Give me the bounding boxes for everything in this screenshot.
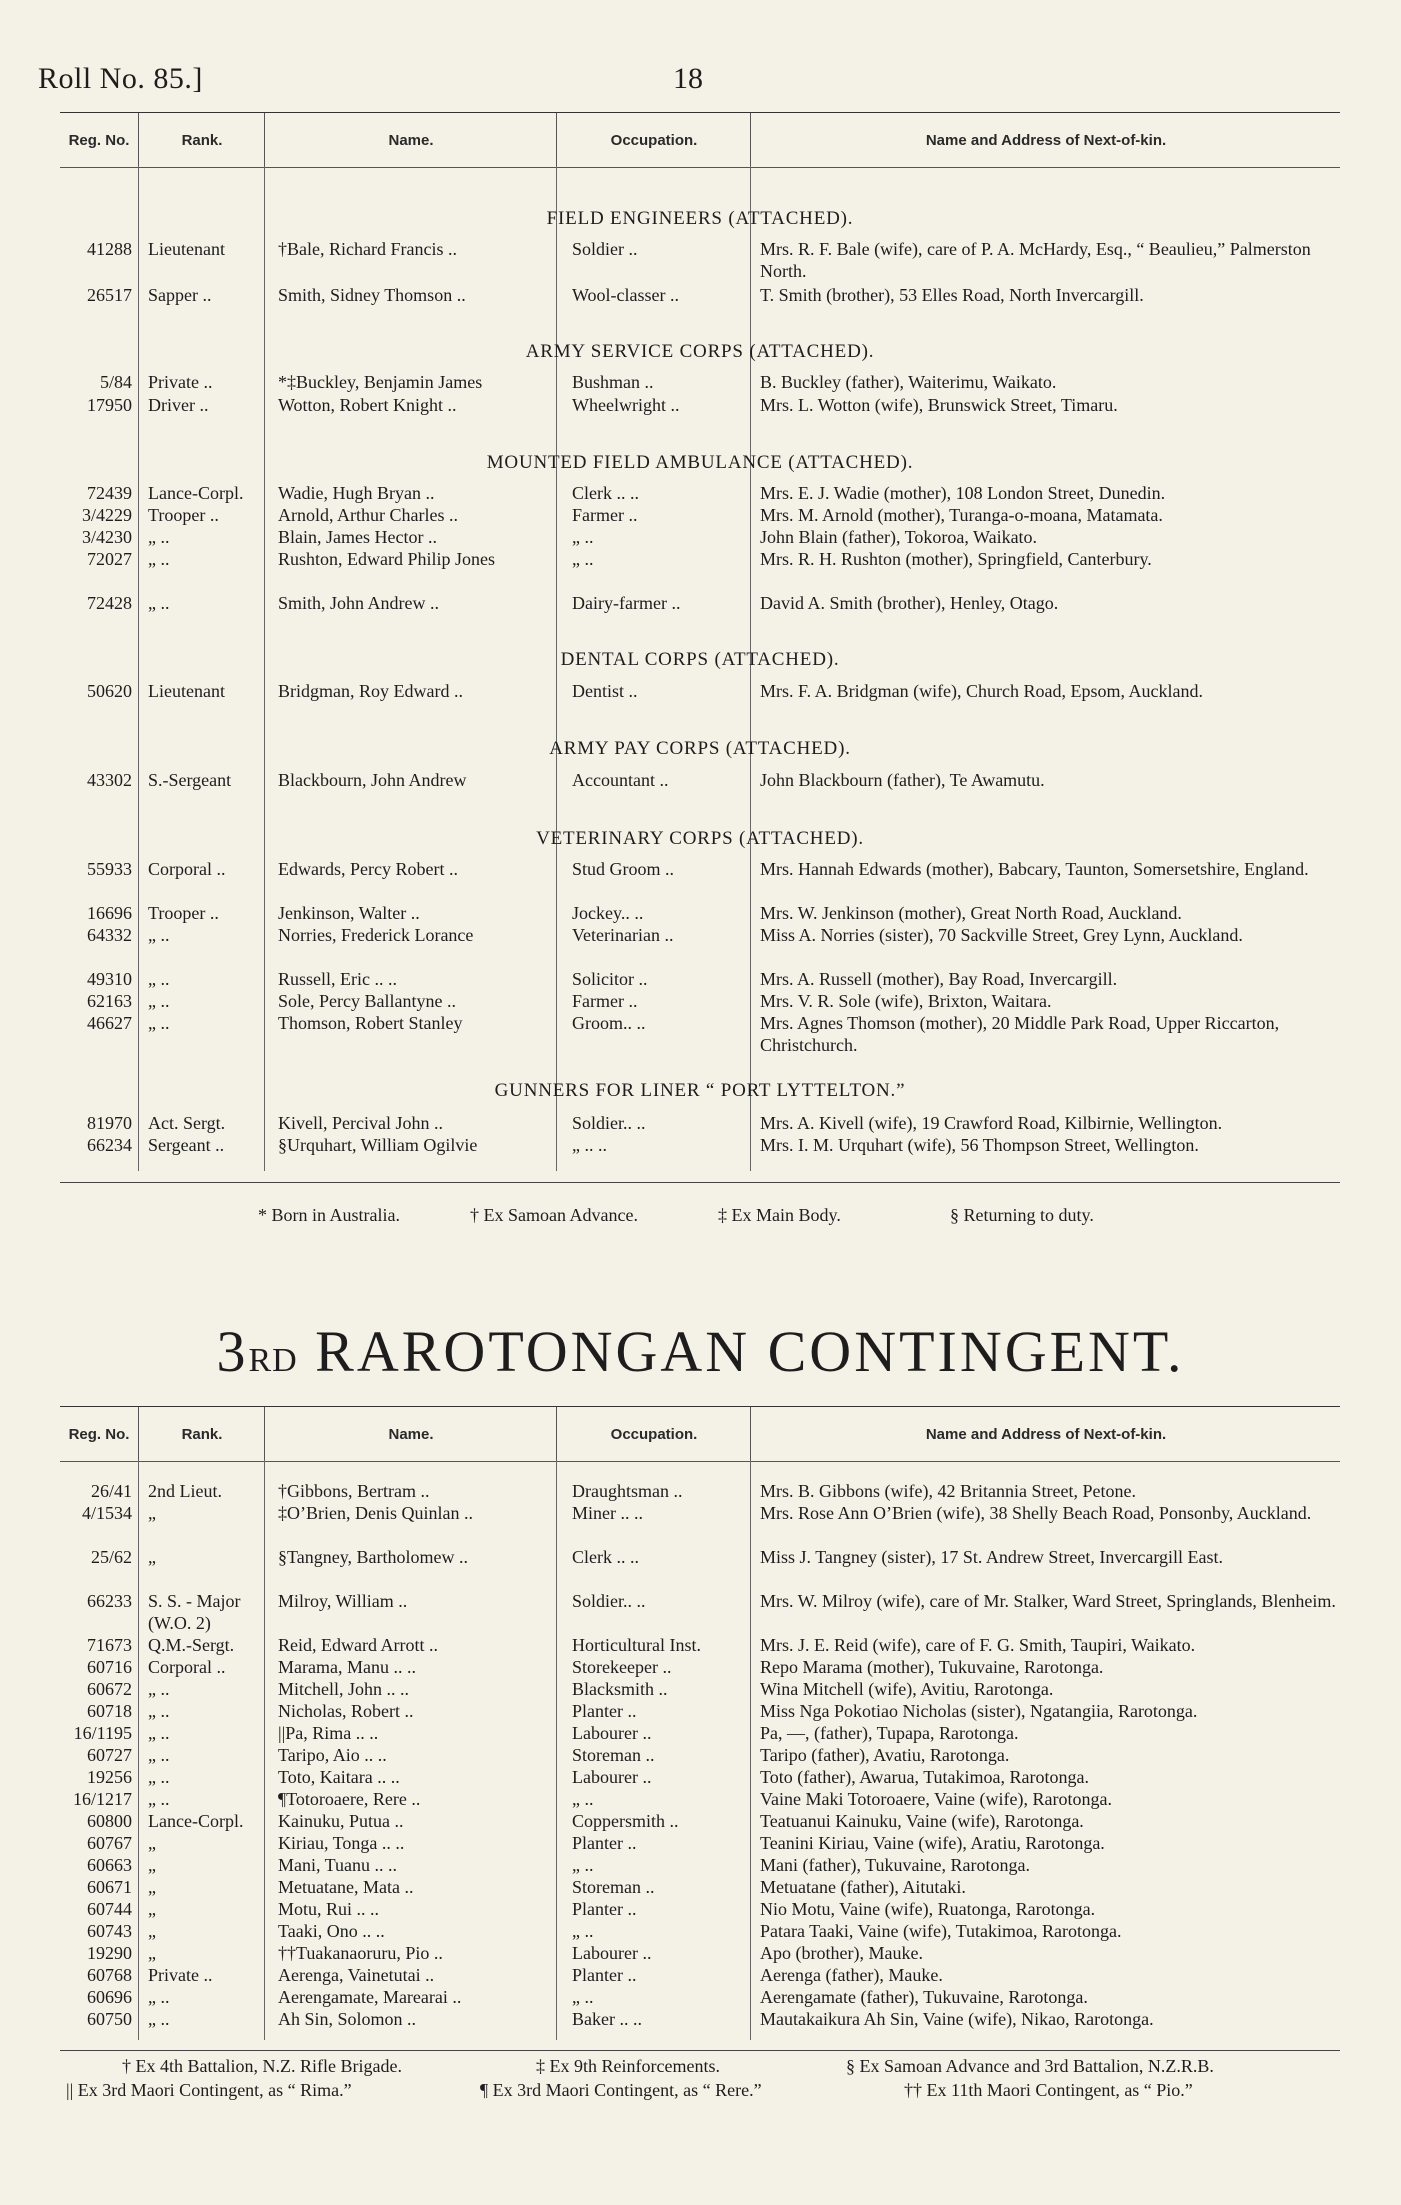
rank: „ .. xyxy=(148,1745,170,1765)
occupation: „ .. xyxy=(572,1789,594,1809)
footnote-rule xyxy=(60,1182,1340,1183)
reg-no: 60671 xyxy=(87,1877,132,1897)
reg-no: 16696 xyxy=(87,903,132,923)
occupation: Farmer .. xyxy=(572,991,638,1011)
next-of-kin: Mrs. L. Wotton (wife), Brunswick Street, Timaru. xyxy=(760,395,1118,415)
name: Aerenga, Vainetutai .. xyxy=(278,1965,435,1985)
occupation: Planter .. xyxy=(572,1899,637,1919)
next-of-kin: Miss Nga Pokotiao Nicholas (sister), Ngatangiia, Rarotonga. xyxy=(760,1701,1198,1721)
name: Wadie, Hugh Bryan .. xyxy=(278,483,435,503)
name: Toto, Kaitara .. .. xyxy=(278,1767,400,1787)
next-of-kin: Mani (father), Tukuvaine, Rarotonga. xyxy=(760,1855,1030,1875)
reg-no: 66234 xyxy=(87,1135,132,1155)
next-of-kin: Nio Motu, Vaine (wife), Ruatonga, Rarotonga. xyxy=(760,1899,1096,1919)
rank: Corporal .. xyxy=(148,859,226,879)
next-of-kin: Aerenga (father), Mauke. xyxy=(760,1965,943,1985)
footnote: § Ex Samoan Advance and 3rd Battalion, N.Z.R.B. xyxy=(846,2056,1214,2076)
occupation: Accountant .. xyxy=(572,770,669,790)
footnote: * Born in Australia. xyxy=(258,1205,400,1225)
occupation: Blacksmith .. xyxy=(572,1679,668,1699)
footnote: † Ex 4th Battalion, N.Z. Rifle Brigade. xyxy=(122,2056,402,2076)
occupation: „ .. .. xyxy=(572,1135,607,1155)
column-rule xyxy=(138,1460,139,2040)
name: Mani, Tuanu .. .. xyxy=(278,1855,398,1875)
footnote: † Ex Samoan Advance. xyxy=(470,1205,638,1225)
occupation: Jockey.. .. xyxy=(572,903,644,923)
rank: „ xyxy=(148,1547,156,1567)
reg-no: 72428 xyxy=(87,593,132,613)
rank: „ xyxy=(148,1855,156,1875)
contingent-title xyxy=(0,1318,1401,1385)
occupation: Storeman .. xyxy=(572,1877,655,1897)
col-occupation: Occupation. xyxy=(556,113,751,167)
occupation: „ .. xyxy=(572,1921,594,1941)
name: Mitchell, John .. .. xyxy=(278,1679,409,1699)
occupation: Horticultural Inst. xyxy=(572,1635,701,1655)
occupation: Baker .. .. xyxy=(572,2009,642,2029)
occupation: Draughtsman .. xyxy=(572,1481,683,1501)
occupation: Wheelwright .. xyxy=(572,395,680,415)
occupation: Labourer .. xyxy=(572,1767,652,1787)
occupation: Stud Groom .. xyxy=(572,859,675,879)
col-rank: Rank. xyxy=(138,1407,265,1461)
rank: Driver .. xyxy=(148,395,209,415)
reg-no: 3/4229 xyxy=(81,505,132,525)
rank: S. S. - Major (W.O. 2) xyxy=(148,1591,241,1633)
rank: „ .. xyxy=(148,1679,170,1699)
rank: „ xyxy=(148,1899,156,1919)
name: Marama, Manu .. .. xyxy=(278,1657,416,1677)
column-header xyxy=(60,112,1340,168)
reg-no: 26/41 xyxy=(90,1481,132,1501)
roll-body xyxy=(60,166,1340,1171)
next-of-kin: Teanini Kiriau, Vaine (wife), Aratiu, Rarotonga. xyxy=(760,1833,1105,1853)
rank: 2nd Lieut. xyxy=(148,1481,222,1501)
reg-no: 19290 xyxy=(87,1943,132,1963)
occupation: „ .. xyxy=(572,527,594,547)
name: Nicholas, Robert .. xyxy=(278,1701,414,1721)
occupation: Clerk .. .. xyxy=(572,483,639,503)
next-of-kin: Repo Marama (mother), Tukuvaine, Rarotonga. xyxy=(760,1657,1104,1677)
reg-no: 43302 xyxy=(87,770,132,790)
rank: Lieutenant xyxy=(148,681,225,701)
rank: Act. Sergt. xyxy=(148,1113,226,1133)
rank: „ .. xyxy=(148,1013,170,1033)
footnote: ¶ Ex 3rd Maori Contingent, as “ Rere.” xyxy=(480,2080,762,2100)
rank: Private .. xyxy=(148,372,213,392)
reg-no: 62163 xyxy=(87,991,132,1011)
reg-no: 60663 xyxy=(87,1855,132,1875)
name: Bridgman, Roy Edward .. xyxy=(278,681,463,701)
next-of-kin: Mrs. W. Jenkinson (mother), Great North Road, Auckland. xyxy=(760,903,1182,923)
name: Taripo, Aio .. .. xyxy=(278,1745,387,1765)
reg-no: 41288 xyxy=(87,239,132,259)
next-of-kin: Patara Taaki, Vaine (wife), Tutakimoa, Rarotonga. xyxy=(760,1921,1122,1941)
occupation: Planter .. xyxy=(572,1701,637,1721)
rank: „ .. xyxy=(148,2009,170,2029)
footnote: †† Ex 11th Maori Contingent, as “ Pio.” xyxy=(904,2080,1193,2100)
rank: Corporal .. xyxy=(148,1657,226,1677)
section-title: GUNNERS FOR LINER “ PORT LYTTELTON.” xyxy=(494,1080,906,1101)
occupation: Storeman .. xyxy=(572,1745,655,1765)
occupation: Dairy-farmer .. xyxy=(572,593,681,613)
next-of-kin: Mautakaikura Ah Sin, Vaine (wife), Nikao, Rarotonga. xyxy=(760,2009,1154,2029)
name: †Bale, Richard Francis .. xyxy=(278,239,457,259)
col-occupation: Occupation. xyxy=(556,1407,751,1461)
next-of-kin: Taripo (father), Avatiu, Rarotonga. xyxy=(760,1745,1010,1765)
title-ordinal: 3 xyxy=(216,1319,249,1384)
occupation: Planter .. xyxy=(572,1965,637,1985)
reg-no: 81970 xyxy=(87,1113,132,1133)
rank: „ xyxy=(148,1921,156,1941)
next-of-kin: Mrs. F. A. Bridgman (wife), Church Road, Epsom, Auckland. xyxy=(760,681,1204,701)
reg-no: 60718 xyxy=(87,1701,132,1721)
occupation: „ .. xyxy=(572,1855,594,1875)
footnote-rule xyxy=(60,2050,1340,2051)
reg-no: 64332 xyxy=(87,925,132,945)
rank: Sapper .. xyxy=(148,285,212,305)
occupation: Miner .. .. xyxy=(572,1503,643,1523)
reg-no: 5/84 xyxy=(99,372,132,392)
reg-no: 60767 xyxy=(87,1833,132,1853)
next-of-kin: John Blain (father), Tokoroa, Waikato. xyxy=(760,527,1038,547)
name: ††Tuakanaoruru, Pio .. xyxy=(278,1943,443,1963)
section-title: VETERINARY CORPS (ATTACHED). xyxy=(536,828,864,849)
page-number: 18 xyxy=(673,62,703,95)
next-of-kin: Vaine Maki Totoroaere, Vaine (wife), Rarotonga. xyxy=(760,1789,1112,1809)
name: Ah Sin, Solomon .. xyxy=(278,2009,417,2029)
reg-no: 50620 xyxy=(87,681,132,701)
rank: „ .. xyxy=(148,1789,170,1809)
next-of-kin: Mrs. R. H. Rushton (mother), Springfield, Canterbury. xyxy=(760,549,1152,569)
roll-number: Roll No. 85.] xyxy=(38,62,203,95)
reg-no: 16/1195 xyxy=(73,1723,132,1743)
rank: „ xyxy=(148,1503,156,1523)
occupation: Labourer .. xyxy=(572,1943,652,1963)
name: Russell, Eric .. .. xyxy=(278,969,397,989)
name: §Urquhart, William Ogilvie xyxy=(278,1135,478,1155)
next-of-kin: Mrs. J. E. Reid (wife), care of F. G. Smith, Taupiri, Waikato. xyxy=(760,1635,1196,1655)
col-reg: Reg. No. xyxy=(68,1425,130,1443)
rank: „ .. xyxy=(148,527,170,547)
name: Kiriau, Tonga .. .. xyxy=(278,1833,405,1853)
next-of-kin: David A. Smith (brother), Henley, Otago. xyxy=(760,593,1059,613)
section-title: FIELD ENGINEERS (ATTACHED). xyxy=(546,208,854,229)
col-kin: Name and Address of Next-of-kin. xyxy=(750,113,1341,167)
name: ¶Totoroaere, Rere .. xyxy=(278,1789,421,1809)
rank: „ .. xyxy=(148,925,170,945)
column-header xyxy=(60,1406,1340,1462)
next-of-kin: Mrs. Agnes Thomson (mother), 20 Middle Park Road, Upper Riccarton, Christchurch. xyxy=(760,1013,1280,1055)
rank: „ xyxy=(148,1833,156,1853)
column-rule xyxy=(264,1460,265,2040)
col-rank: Rank. xyxy=(138,113,265,167)
name: *‡Buckley, Benjamin James xyxy=(278,372,483,392)
occupation: Labourer .. xyxy=(572,1723,652,1743)
rank: „ .. xyxy=(148,969,170,989)
name: Sole, Percy Ballantyne .. xyxy=(278,991,456,1011)
next-of-kin: Mrs. W. Milroy (wife), care of Mr. Stalker, Ward Street, Springlands, Blenheim. xyxy=(760,1591,1336,1611)
name: Taaki, Ono .. .. xyxy=(278,1921,385,1941)
next-of-kin: John Blackbourn (father), Te Awamutu. xyxy=(760,770,1045,790)
next-of-kin: Mrs. M. Arnold (mother), Turanga-o-moana, Matamata. xyxy=(760,505,1163,525)
next-of-kin: Mrs. Hannah Edwards (mother), Babcary, Taunton, Somersetshire, England. xyxy=(760,859,1309,879)
name: ‡O’Brien, Denis Quinlan .. xyxy=(278,1503,473,1523)
name: Reid, Edward Arrott .. xyxy=(278,1635,438,1655)
col-name: Name. xyxy=(264,113,557,167)
rank: „ .. xyxy=(148,593,170,613)
section-title: ARMY SERVICE CORPS (ATTACHED). xyxy=(525,341,875,362)
reg-no: 49310 xyxy=(87,969,132,989)
page-header xyxy=(38,62,1338,102)
rank: Q.M.-Sergt. xyxy=(148,1635,235,1655)
reg-no: 72439 xyxy=(87,483,132,503)
footnote: ‡ Ex Main Body. xyxy=(718,1205,841,1225)
name: Motu, Rui .. .. xyxy=(278,1899,380,1919)
next-of-kin: T. Smith (brother), 53 Elles Road, North Invercargill. xyxy=(760,285,1144,305)
rank: Lance-Corpl. xyxy=(148,1811,244,1831)
next-of-kin: Aerengamate (father), Tukuvaine, Rarotonga. xyxy=(760,1987,1088,2007)
reg-no: 16/1217 xyxy=(72,1789,132,1809)
next-of-kin: Toto (father), Awarua, Tutakimoa, Rarotonga. xyxy=(760,1767,1090,1787)
name: †Gibbons, Bertram .. xyxy=(278,1481,430,1501)
footnote: || Ex 3rd Maori Contingent, as “ Rima.” xyxy=(66,2080,352,2100)
occupation: Veterinarian .. xyxy=(572,925,674,945)
reg-no: 60727 xyxy=(87,1745,132,1765)
occupation: Soldier.. .. xyxy=(572,1113,646,1133)
rank: Sergeant .. xyxy=(148,1135,225,1155)
name: Smith, John Andrew .. xyxy=(278,593,440,613)
title-text: RAROTONGAN CONTINGENT. xyxy=(297,1319,1185,1384)
reg-no: 19256 xyxy=(87,1767,132,1787)
rank: „ .. xyxy=(148,1701,170,1721)
rank: „ .. xyxy=(148,549,170,569)
occupation: Soldier .. xyxy=(572,239,638,259)
name: Edwards, Percy Robert .. xyxy=(278,859,458,879)
next-of-kin: Mrs. E. J. Wadie (mother), 108 London Street, Dunedin. xyxy=(760,483,1166,503)
section-title: DENTAL CORPS (ATTACHED). xyxy=(560,649,840,670)
next-of-kin: Mrs. A. Russell (mother), Bay Road, Invercargill. xyxy=(760,969,1118,989)
contingent-body xyxy=(60,1460,1340,2040)
section-title: ARMY PAY CORPS (ATTACHED). xyxy=(549,738,851,759)
rank: „ xyxy=(148,1877,156,1897)
rank: S.-Sergeant xyxy=(148,770,232,790)
reg-no: 17950 xyxy=(87,395,132,415)
name: Rushton, Edward Philip Jones xyxy=(278,549,496,569)
next-of-kin: Apo (brother), Mauke. xyxy=(760,1943,923,1963)
occupation: Planter .. xyxy=(572,1833,637,1853)
title-ordinal-suffix: RD xyxy=(248,1342,298,1379)
reg-no: 71673 xyxy=(87,1635,132,1655)
name: Milroy, William .. xyxy=(278,1591,408,1611)
name: Blain, James Hector .. xyxy=(278,527,437,547)
reg-no: 72027 xyxy=(87,549,132,569)
rank: „ .. xyxy=(148,991,170,1011)
name: Jenkinson, Walter .. xyxy=(278,903,420,923)
section-title: MOUNTED FIELD AMBULANCE (ATTACHED). xyxy=(486,452,914,473)
next-of-kin: Mrs. B. Gibbons (wife), 42 Britannia Street, Petone. xyxy=(760,1481,1136,1501)
next-of-kin: Mrs. A. Kivell (wife), 19 Crawford Road, Kilbirnie, Wellington. xyxy=(760,1113,1223,1133)
next-of-kin: Mrs. R. F. Bale (wife), care of P. A. McHardy, Esq., “ Beaulieu,” Palmerston North. xyxy=(760,239,1311,281)
reg-no: 60750 xyxy=(87,2009,132,2029)
rank: Trooper .. xyxy=(148,903,219,923)
col-name: Name. xyxy=(264,1407,557,1461)
occupation: Soldier.. .. xyxy=(572,1591,646,1611)
occupation: Farmer .. xyxy=(572,505,638,525)
occupation: Clerk .. .. xyxy=(572,1547,639,1567)
occupation: „ .. xyxy=(572,1987,594,2007)
name: Aerengamate, Marearai .. xyxy=(278,1987,462,2007)
rank: „ .. xyxy=(148,1987,170,2007)
reg-no: 26517 xyxy=(87,285,132,305)
occupation: Coppersmith .. xyxy=(572,1811,679,1831)
reg-no: 60800 xyxy=(87,1811,132,1831)
reg-no: 25/62 xyxy=(90,1547,132,1567)
rank: Lance-Corpl. xyxy=(148,483,244,503)
reg-no: 60768 xyxy=(87,1965,132,1985)
name: Wotton, Robert Knight .. xyxy=(278,395,457,415)
rank: „ xyxy=(148,1943,156,1963)
next-of-kin: Pa, —, (father), Tupapa, Rarotonga. xyxy=(760,1723,1019,1743)
next-of-kin: Mrs. Rose Ann O’Brien (wife), 38 Shelly Beach Road, Ponsonby, Auckland. xyxy=(760,1503,1312,1523)
occupation: Storekeeper .. xyxy=(572,1657,672,1677)
col-reg: Reg. No. xyxy=(68,131,130,149)
rank: „ .. xyxy=(148,1767,170,1787)
reg-no: 4/1534 xyxy=(81,1503,132,1523)
name: Norries, Frederick Lorance xyxy=(278,925,474,945)
col-kin: Name and Address of Next-of-kin. xyxy=(750,1407,1341,1461)
occupation: Groom.. .. xyxy=(572,1013,646,1033)
reg-no: 66233 xyxy=(87,1591,132,1611)
reg-no: 55933 xyxy=(87,859,132,879)
occupation: „ .. xyxy=(572,549,594,569)
rank: Lieutenant xyxy=(148,239,225,259)
next-of-kin: Miss A. Norries (sister), 70 Sackville Street, Grey Lynn, Auckland. xyxy=(760,925,1243,945)
name: Smith, Sidney Thomson .. xyxy=(278,285,466,305)
reg-no: 60744 xyxy=(87,1899,132,1919)
name: §Tangney, Bartholomew .. xyxy=(278,1547,469,1567)
occupation: Solicitor .. xyxy=(572,969,648,989)
reg-no: 60696 xyxy=(87,1987,132,2007)
name: Kainuku, Putua .. xyxy=(278,1811,404,1831)
reg-no: 60743 xyxy=(87,1921,132,1941)
next-of-kin: Mrs. V. R. Sole (wife), Brixton, Waitara. xyxy=(760,991,1052,1011)
name: ||Pa, Rima .. .. xyxy=(278,1723,379,1743)
name: Kivell, Percival John .. xyxy=(278,1113,443,1133)
name: Metuatane, Mata .. xyxy=(278,1877,414,1897)
next-of-kin: Teatuanui Kainuku, Vaine (wife), Rarotonga. xyxy=(760,1811,1084,1831)
footnote: ‡ Ex 9th Reinforcements. xyxy=(536,2056,720,2076)
rank: Private .. xyxy=(148,1965,213,1985)
reg-no: 3/4230 xyxy=(81,527,132,547)
next-of-kin: Wina Mitchell (wife), Avitiu, Rarotonga. xyxy=(760,1679,1054,1699)
reg-no: 60672 xyxy=(87,1679,132,1699)
next-of-kin: Metuatane (father), Aitutaki. xyxy=(760,1877,966,1897)
next-of-kin: B. Buckley (father), Waiterimu, Waikato. xyxy=(760,372,1057,392)
rank: „ .. xyxy=(148,1723,170,1743)
footnote: § Returning to duty. xyxy=(950,1205,1094,1225)
name: Arnold, Arthur Charles .. xyxy=(278,505,458,525)
occupation: Dentist .. xyxy=(572,681,638,701)
next-of-kin: Miss J. Tangney (sister), 17 St. Andrew Street, Invercargill East. xyxy=(760,1547,1223,1567)
name: Blackbourn, John Andrew xyxy=(278,770,467,790)
reg-no: 60716 xyxy=(87,1657,132,1677)
rank: Trooper .. xyxy=(148,505,219,525)
occupation: Bushman .. xyxy=(572,372,654,392)
name: Thomson, Robert Stanley xyxy=(278,1013,463,1033)
next-of-kin: Mrs. I. M. Urquhart (wife), 56 Thompson Street, Wellington. xyxy=(760,1135,1199,1155)
occupation: Wool-classer .. xyxy=(572,285,680,305)
reg-no: 46627 xyxy=(87,1013,132,1033)
